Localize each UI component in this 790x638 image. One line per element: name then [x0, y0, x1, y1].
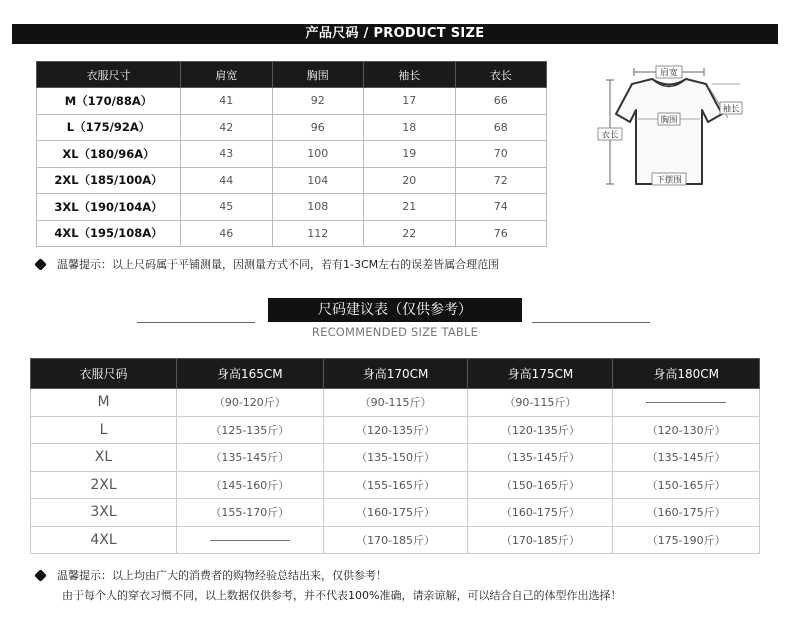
recommend-tip-line2: 由于每个人的穿衣习惯不同，以上数据仅供参考，并不代表100%准确，请亲谅解，可以结合自己的体型作出选择！ [62, 589, 622, 602]
table-cell: （90-115斤） [323, 389, 468, 417]
table-row [31, 444, 760, 472]
table-cell: （155-165斤） [323, 471, 468, 499]
table-cell: （120-130斤） [613, 416, 760, 444]
size-table-header: 肩宽 [181, 62, 273, 88]
table-row [31, 389, 760, 417]
recommend-tip-line1: 温馨提示：以上均由广大的消费者的购物经验总结出来，仅供参考！ [57, 569, 387, 582]
table-cell: （170-185斤） [323, 526, 468, 554]
measurement-tip [36, 256, 499, 274]
table-cell: 68 [455, 114, 547, 141]
size-table-header: 衣服尺寸 [37, 62, 181, 88]
table-cell: 45 [181, 194, 273, 221]
bullet-icon [34, 569, 47, 582]
table-cell: 44 [181, 167, 273, 194]
table-cell: 108 [272, 194, 364, 221]
divider-left [137, 322, 255, 323]
table-row [37, 220, 547, 247]
recommended-size-table [30, 358, 760, 554]
size-label: L [31, 416, 177, 444]
size-label: XL（180/96A） [37, 141, 181, 168]
table-cell: （90-115斤） [468, 389, 613, 417]
sleeve-label: 袖长 [722, 104, 740, 115]
table-cell: 18 [364, 114, 456, 141]
table-cell: （160-175斤） [613, 499, 760, 527]
table-cell: （120-135斤） [468, 416, 613, 444]
table-cell: 70 [455, 141, 547, 168]
size-table-header: 胸围 [272, 62, 364, 88]
bullet-icon [34, 258, 47, 271]
table-cell: （135-145斤） [613, 444, 760, 472]
table-cell: （90-120斤） [177, 389, 324, 417]
table-cell: 41 [181, 88, 273, 115]
table-cell: 43 [181, 141, 273, 168]
table-cell: （135-145斤） [177, 444, 324, 472]
size-label: M（170/88A） [37, 88, 181, 115]
table-cell: 42 [181, 114, 273, 141]
size-label: 2XL [31, 471, 177, 499]
table-cell: （120-135斤） [323, 416, 468, 444]
table-row [31, 471, 760, 499]
table-cell: 17 [364, 88, 456, 115]
table-cell: （150-165斤） [468, 471, 613, 499]
table-cell: 104 [272, 167, 364, 194]
shoulder-label: 肩宽 [659, 68, 679, 79]
size-label: M [31, 389, 177, 417]
rec-table-header: 身高180CM [613, 359, 760, 389]
table-cell: 96 [272, 114, 364, 141]
table-row [37, 141, 547, 168]
table-cell: 20 [364, 167, 456, 194]
table-cell: （160-175斤） [323, 499, 468, 527]
tshirt-icon [616, 79, 722, 184]
table-cell: 72 [455, 167, 547, 194]
size-label: 4XL（195/108A） [37, 220, 181, 247]
size-label: 3XL [31, 499, 177, 527]
tshirt-measurement-diagram [594, 62, 754, 190]
table-cell: （175-190斤） [613, 526, 760, 554]
table-row [37, 88, 547, 115]
size-table-header-row [37, 62, 547, 88]
chest-label: 胸围 [660, 115, 678, 126]
table-cell: （160-175斤） [468, 499, 613, 527]
table-row [31, 526, 760, 554]
recommend-title: 尺码建议表（仅供参考） [268, 298, 522, 322]
length-label: 衣长 [601, 130, 619, 141]
recommend-subtitle: RECOMMENDED SIZE TABLE [311, 325, 479, 339]
table-row [37, 114, 547, 141]
table-cell: 66 [455, 88, 547, 115]
table-row [31, 416, 760, 444]
recommend-tip [36, 567, 621, 605]
rec-table-header-row [31, 359, 760, 389]
table-cell-empty [613, 389, 760, 417]
size-label: 4XL [31, 526, 177, 554]
size-label: 2XL（185/100A） [37, 167, 181, 194]
table-cell: 21 [364, 194, 456, 221]
table-row [31, 499, 760, 527]
size-label: 3XL（190/104A） [37, 194, 181, 221]
table-cell: 22 [364, 220, 456, 247]
size-table-header: 衣长 [455, 62, 547, 88]
table-cell: 19 [364, 141, 456, 168]
table-row [37, 194, 547, 221]
size-label: XL [31, 444, 177, 472]
size-table-header: 袖长 [364, 62, 456, 88]
divider-right [532, 322, 650, 323]
hem-label: 下摆围 [656, 175, 682, 186]
table-cell: （145-160斤） [177, 471, 324, 499]
rec-table-header: 衣服尺码 [31, 359, 177, 389]
table-row [37, 167, 547, 194]
product-size-table [36, 61, 547, 247]
not-applicable-dash [210, 540, 290, 541]
rec-table-header: 身高170CM [323, 359, 468, 389]
table-cell: （135-150斤） [323, 444, 468, 472]
rec-table-header: 身高165CM [177, 359, 324, 389]
table-cell: （155-170斤） [177, 499, 324, 527]
not-applicable-dash [646, 402, 726, 403]
table-cell: 46 [181, 220, 273, 247]
table-cell: 92 [272, 88, 364, 115]
table-cell: 112 [272, 220, 364, 247]
table-cell: （135-145斤） [468, 444, 613, 472]
table-cell: 74 [455, 194, 547, 221]
size-label: L（175/92A） [37, 114, 181, 141]
table-cell: （125-135斤） [177, 416, 324, 444]
table-cell: 76 [455, 220, 547, 247]
rec-table-header: 身高175CM [468, 359, 613, 389]
measurement-tip-text: 温馨提示：以上尺码属于平铺测量，因测量方式不同，若有1-3CM左右的误差皆属合理范围 [57, 258, 500, 271]
table-cell: （170-185斤） [468, 526, 613, 554]
product-size-header: 产品尺码 / PRODUCT SIZE [12, 24, 778, 44]
table-cell: 100 [272, 141, 364, 168]
table-cell-empty [177, 526, 324, 554]
table-cell: （150-165斤） [613, 471, 760, 499]
